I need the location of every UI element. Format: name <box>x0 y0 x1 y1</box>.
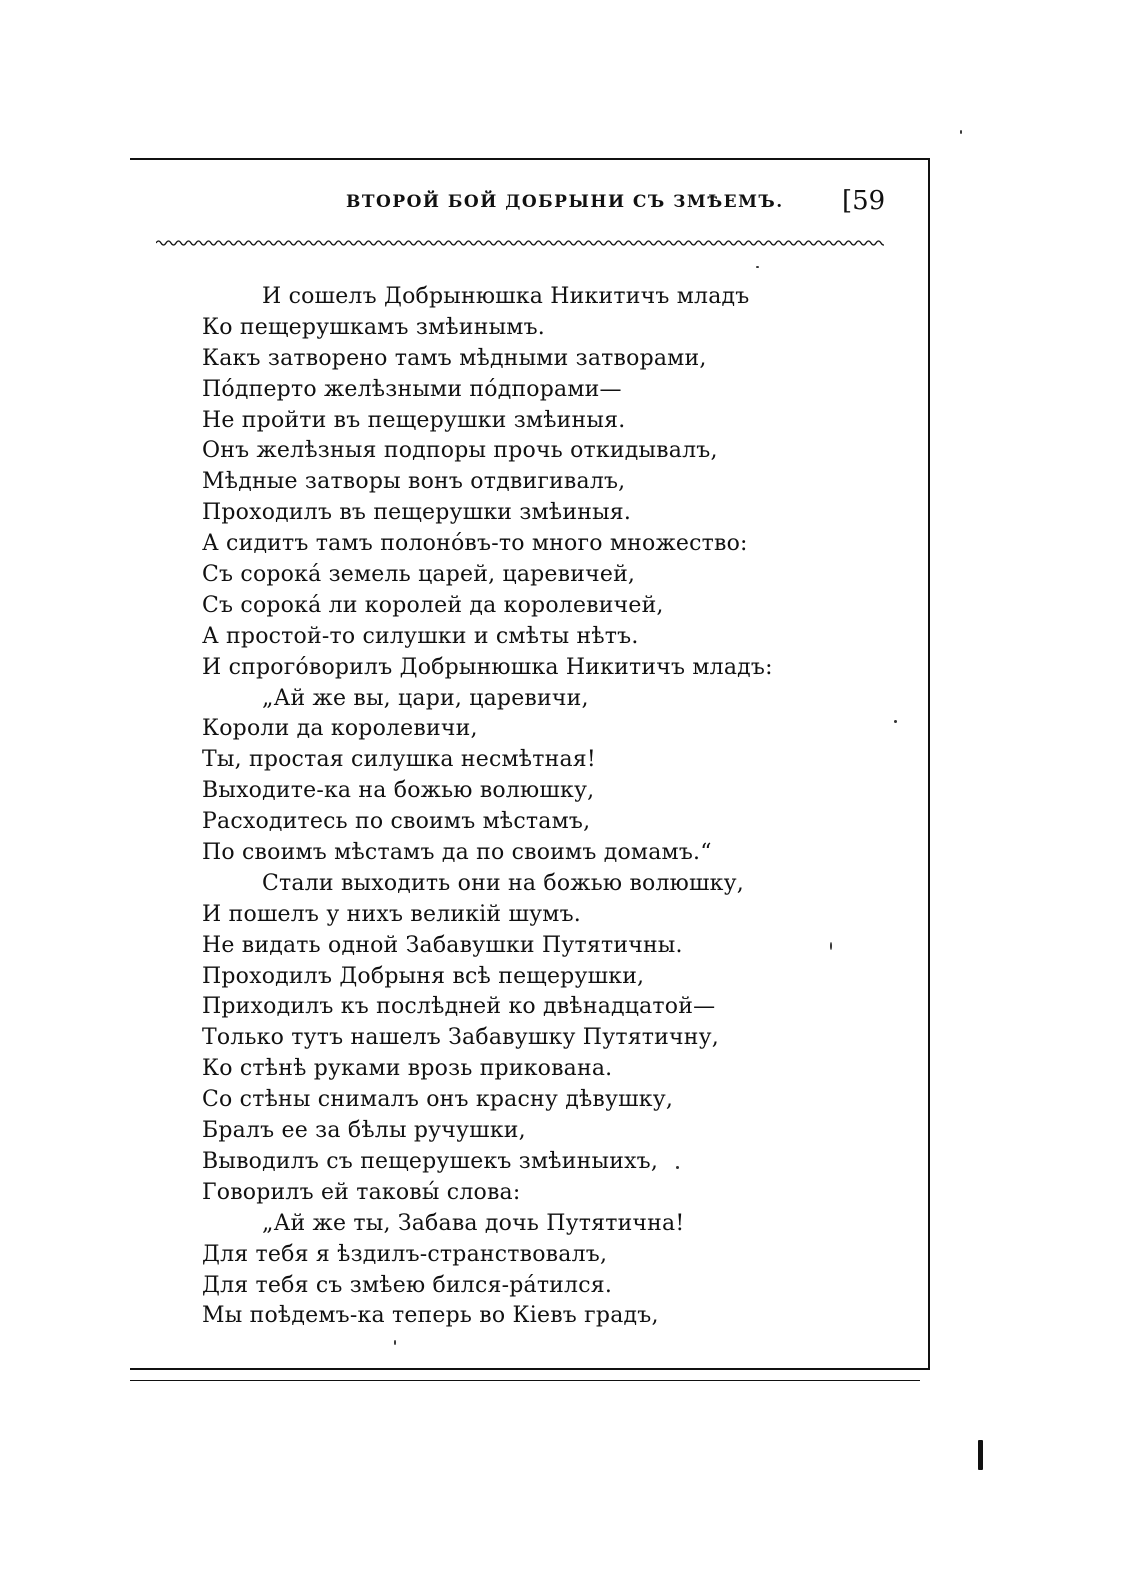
page-frame-bottom-rule <box>130 1368 930 1370</box>
print-speck <box>830 942 832 950</box>
poem-line: „Ай же ты, Забава дочь Путятична! <box>262 1210 685 1236</box>
poem-line: Проходилъ въ пещерушки змѣиныя. <box>202 500 632 526</box>
running-title: ВТОРОЙ БОЙ ДОБРЫНИ СЪ ЗМѢЕМЪ. <box>346 192 784 212</box>
poem-line: Съ сорокá земель царей, царевичей, <box>202 562 636 588</box>
page-frame-bottom-rule-secondary <box>130 1380 920 1381</box>
poem-line: Ко стѣнѣ руками врозь прикована. <box>202 1056 613 1082</box>
poem-line: Короли да королевичи, <box>202 716 478 742</box>
print-speck <box>394 1340 396 1345</box>
poem-line: Ко пещерушкамъ змѣинымъ. <box>202 314 545 340</box>
poem-line: Мы поѣдемъ-ка теперь во Кіевъ градъ, <box>202 1303 659 1329</box>
print-speck <box>960 130 962 134</box>
poem-line: Проходилъ Добрыня всѣ пещерушки, <box>202 963 645 989</box>
poem-line: Расходитесь по своимъ мѣстамъ, <box>202 809 591 835</box>
poem-line: Мѣдные затворы вонъ отдвигивалъ, <box>202 469 626 495</box>
poem-line: Пóдперто желѣзными пóдпорами— <box>202 376 622 402</box>
margin-ink-mark <box>978 1440 983 1470</box>
poem-line: „Ай же вы, цари, царевичи, <box>262 685 589 711</box>
poem-line: Для тебя я ѣздилъ-странствовалъ, <box>202 1241 608 1267</box>
poem-line: Какъ затворено тамъ мѣдными затворами, <box>202 345 707 371</box>
wavy-ornamental-rule <box>156 236 884 250</box>
poem-line: Съ сорокá ли королей да королевичей, <box>202 592 664 618</box>
poem-line: Выводилъ съ пещерушекъ змѣиныихъ, <box>202 1148 659 1174</box>
page-frame-right-rule <box>928 158 930 1370</box>
poem-line: И спрогóворилъ Добрынюшка Никитичъ младъ: <box>202 654 773 680</box>
poem-line: Только тутъ нашелъ Забавушку Путятичну, <box>202 1025 719 1051</box>
poem-line: По своимъ мѣстамъ да по своимъ домамъ.“ <box>202 840 712 866</box>
poem-line: Говорилъ ей таковы́ слова: <box>202 1179 521 1205</box>
poem-line: А сидитъ тамъ полонóвъ-то много множество: <box>202 531 748 557</box>
poem-line: А простой-то силушки и смѣты нѣтъ. <box>202 623 639 649</box>
print-speck <box>676 1166 679 1169</box>
poem-line: Стали выходить они на божью волюшку, <box>262 870 744 896</box>
poem-line: Не видать одной Забавушки Путятичны. <box>202 932 683 958</box>
poem-line: Онъ желѣзныя подпоры прочь откидывалъ, <box>202 438 718 464</box>
print-speck <box>756 266 759 268</box>
poem-line: И сошелъ Добрынюшка Никитичъ младъ <box>262 284 750 309</box>
poem-line: Выходите-ка на божью волюшку, <box>202 778 595 804</box>
poem-line: И пошелъ у нихъ великій шумъ. <box>202 901 581 927</box>
print-speck <box>894 720 897 723</box>
page-number: [59 <box>842 186 886 216</box>
poem-line: Со стѣны снималъ онъ красну дѣвушку, <box>202 1087 674 1113</box>
poem-line: Приходилъ къ послѣдней ко двѣнадцатой— <box>202 994 716 1020</box>
poem-line: Для тебя съ змѣею бился-рáтился. <box>202 1272 613 1298</box>
page-frame-top-rule <box>130 158 930 160</box>
poem-line: Не пройти въ пещерушки змѣиныя. <box>202 407 626 433</box>
poem-line: Ты, простая силушка несмѣтная! <box>202 747 596 773</box>
poem-line: Бралъ ее за бѣлы ручушки, <box>202 1118 526 1144</box>
poem-text <box>202 282 773 1332</box>
